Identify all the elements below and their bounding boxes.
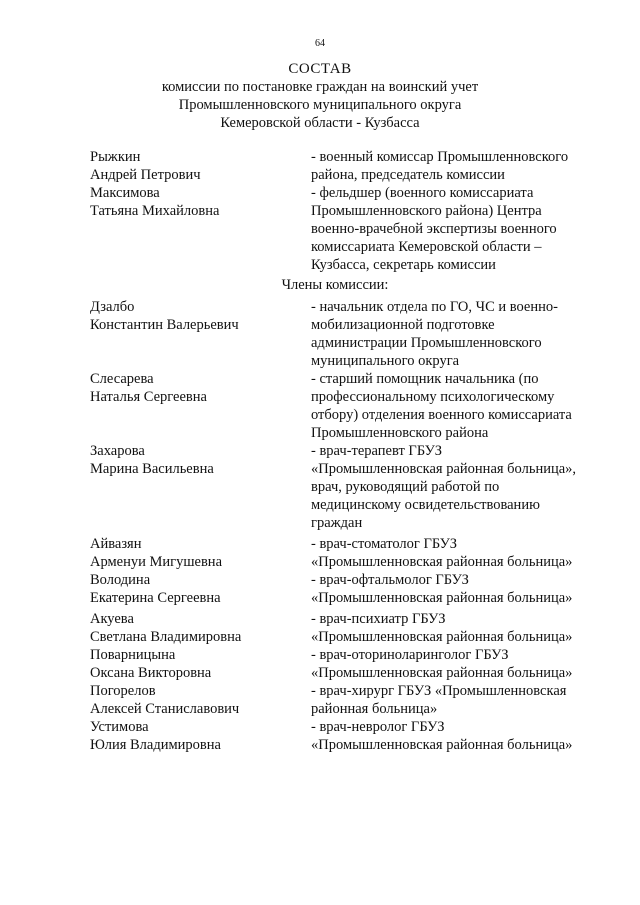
- member-row: [0, 646, 640, 682]
- person-name: Погорелов Алексей Станиславович: [90, 683, 240, 717]
- member-row: [0, 370, 640, 442]
- subtitle-line: Промышленновского муниципального округа: [178, 97, 462, 113]
- person-role: - врач-хирург ГБУЗ «Промышленновская районная больница»: [311, 683, 567, 717]
- person-role: - врач-терапевт ГБУЗ «Промышленновская районная больница», врач, руководящий работой по медицинскому освидетельствованию граждан: [311, 443, 577, 531]
- person-name: Слесарева Наталья Сергеевна: [90, 371, 207, 405]
- member-row: [0, 442, 640, 532]
- person-role: - военный комиссар Промышленновского района, председатель комиссии: [311, 149, 569, 183]
- members-heading: Члены комиссии:: [281, 277, 389, 293]
- commission-row-chairman: [0, 148, 640, 184]
- member-row: [0, 682, 640, 718]
- commission-list: [0, 148, 640, 754]
- person-name: Устимова Юлия Владимировна: [90, 719, 221, 753]
- subtitle-line: комиссии по постановке граждан на воинский учет: [161, 79, 479, 95]
- member-row: [0, 535, 640, 571]
- member-row: [0, 610, 640, 646]
- person-name: Рыжкин Андрей Петрович: [90, 149, 201, 183]
- person-role: - врач-психиатр ГБУЗ «Промышленновская районная больница»: [311, 611, 573, 645]
- subtitle-line: Кемеровской области - Кузбасса: [220, 115, 420, 131]
- person-role: - старший помощник начальника (по профессиональному психологическому отбору) отделения военного комиссариата Промышленновского района: [311, 371, 572, 441]
- person-name: Захарова Марина Васильевна: [90, 443, 214, 477]
- person-role: - врач-оториноларинголог ГБУЗ «Промышленновская районная больница»: [311, 647, 573, 681]
- document-title: СОСТАВ: [288, 61, 352, 77]
- member-row: [0, 718, 640, 754]
- person-role: - фельдшер (военного комиссариата Промышленновского района) Центра военно-врачебной экспертизы военного комиссариата Кемеровской области – Кузбасса, секретарь комиссии: [311, 185, 557, 273]
- person-role: - врач-невролог ГБУЗ «Промышленновская районная больница»: [311, 719, 573, 753]
- person-name: Дзалбо Константин Валерьевич: [90, 299, 239, 333]
- document-heading: [0, 60, 640, 132]
- person-role: - начальник отдела по ГО, ЧС и военно- мобилизационной подготовке администрации Промышленновского муниципального округа: [311, 299, 558, 369]
- person-role: - врач-стоматолог ГБУЗ «Промышленновская районная больница»: [311, 536, 573, 570]
- member-row: [0, 298, 640, 370]
- member-row: [0, 571, 640, 607]
- person-name: Айвазян Арменуи Мигушевна: [90, 536, 223, 570]
- person-name: Поварницына Оксана Викторовна: [90, 647, 212, 681]
- page-number: 64: [315, 38, 325, 49]
- person-role: - врач-офтальмолог ГБУЗ «Промышленновская районная больница»: [311, 572, 573, 606]
- commission-row-secretary: [0, 184, 640, 274]
- person-name: Максимова Татьяна Михайловна: [90, 185, 220, 219]
- person-name: Акуева Светлана Владимировна: [90, 611, 242, 645]
- person-name: Володина Екатерина Сергеевна: [90, 572, 221, 606]
